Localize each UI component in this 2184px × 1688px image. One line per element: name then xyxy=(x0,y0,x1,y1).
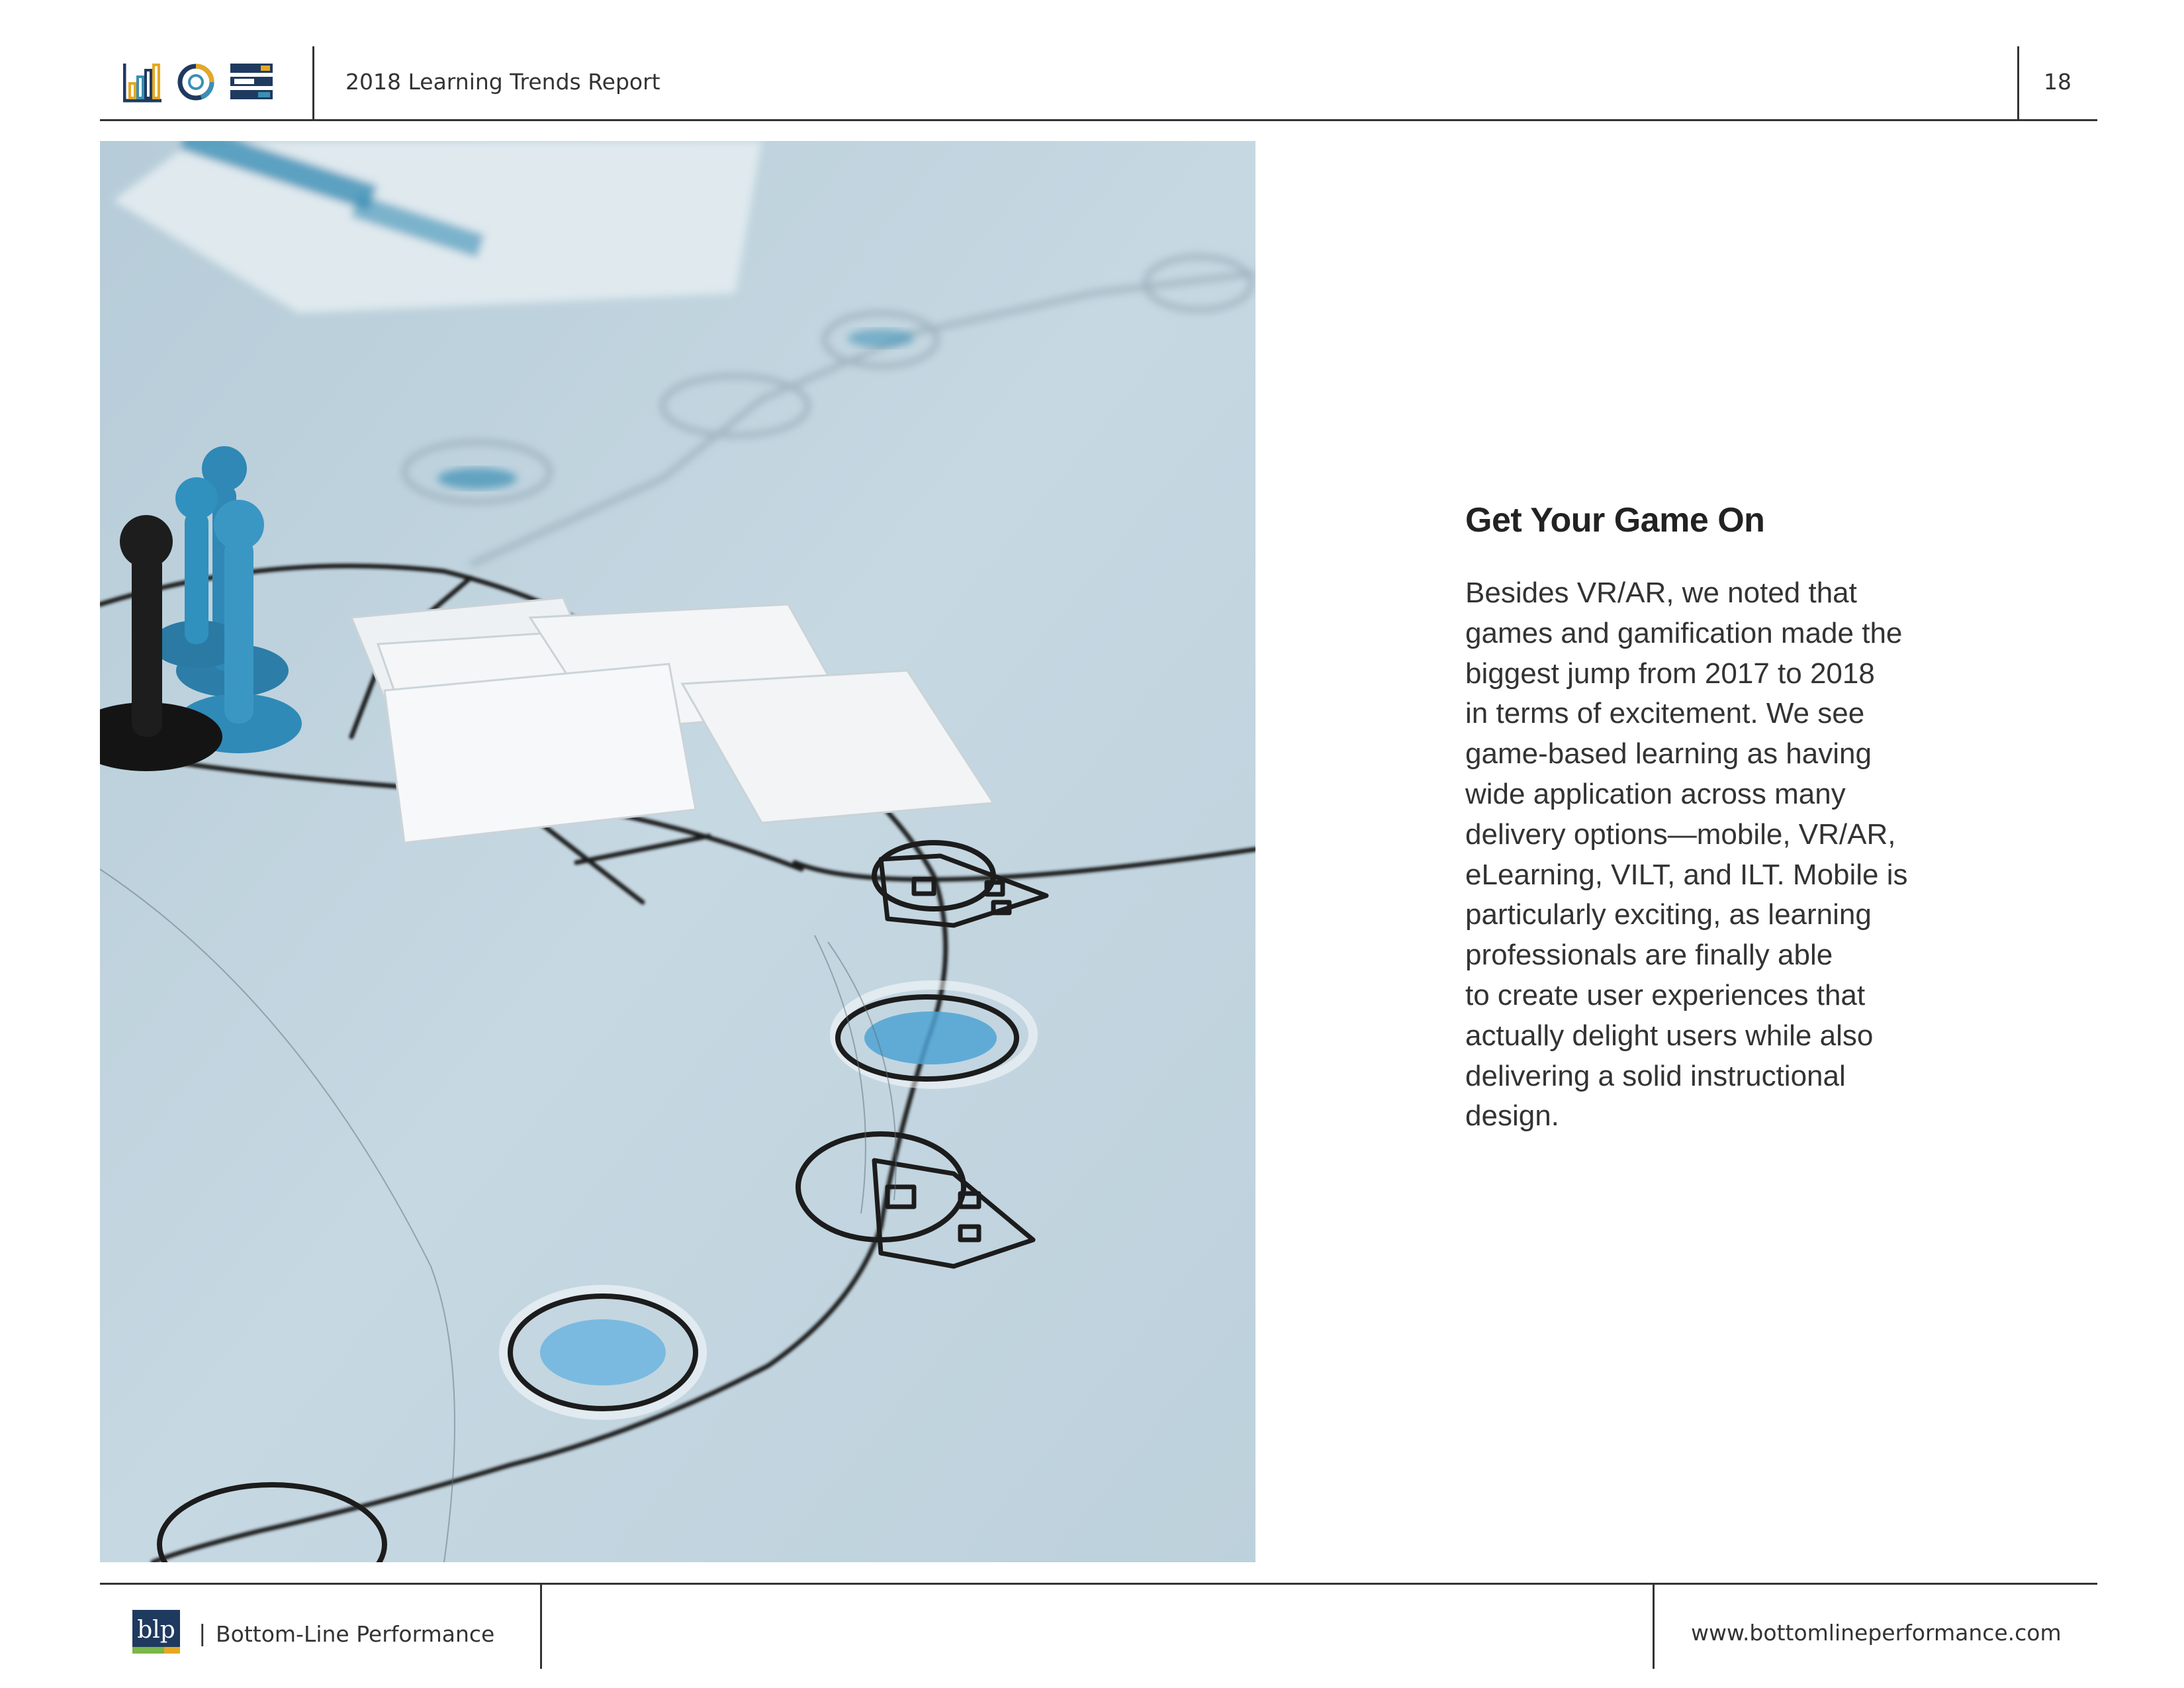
body-line: to create user experiences that xyxy=(1465,978,1866,1011)
body-line: in terms of excitement. We see xyxy=(1465,697,1865,730)
board-game-photo xyxy=(100,141,1255,1562)
body-line: particularly exciting, as learning xyxy=(1465,898,1872,931)
company-logo xyxy=(132,1610,180,1654)
body-line: Besides VR/AR, we noted that xyxy=(1465,577,1857,609)
body-line: wide application across many xyxy=(1465,777,1846,810)
page-number: 18 xyxy=(2044,69,2071,95)
footer-rule xyxy=(100,1583,2097,1585)
company-name: Bottom-Line Performance xyxy=(216,1621,495,1647)
body-line: games and gamification made the xyxy=(1465,616,1903,649)
footer-separator: | xyxy=(199,1620,206,1647)
body-line: game-based learning as having xyxy=(1465,737,1872,771)
body-line: delivering a solid instructional xyxy=(1465,1059,1846,1092)
header-divider-left xyxy=(312,46,314,119)
body-line: biggest jump from 2017 to 2018 xyxy=(1465,657,1875,690)
board-game-illustration xyxy=(100,141,1255,1562)
bar-chart-icon xyxy=(124,64,161,101)
blp-logo-mark xyxy=(132,1610,180,1654)
svg-text:blp: blp xyxy=(137,1617,175,1644)
report-title: 2018 Learning Trends Report xyxy=(345,69,660,95)
header-rule xyxy=(100,119,2097,121)
stacked-bars-icon xyxy=(230,64,273,99)
article-body xyxy=(1465,573,1968,1137)
article-heading: Get Your Game On xyxy=(1465,501,1765,539)
footer-divider-right xyxy=(1653,1583,1655,1669)
header-icon-strip xyxy=(123,61,277,103)
donut-chart-icon xyxy=(180,66,212,98)
footer-divider-left xyxy=(540,1583,542,1669)
body-line: eLearning, VILT, and ILT. Mobile is xyxy=(1465,858,1908,891)
header-icons xyxy=(123,61,277,103)
header-divider-right xyxy=(2017,46,2019,119)
body-line: design. xyxy=(1465,1100,1559,1133)
body-line: actually delight users while also xyxy=(1465,1019,1874,1052)
website-link[interactable]: www.bottomlineperformance.com xyxy=(1691,1620,2062,1646)
body-line: delivery options—mobile, VR/AR, xyxy=(1465,818,1896,851)
body-line: professionals are finally able xyxy=(1465,939,1833,972)
